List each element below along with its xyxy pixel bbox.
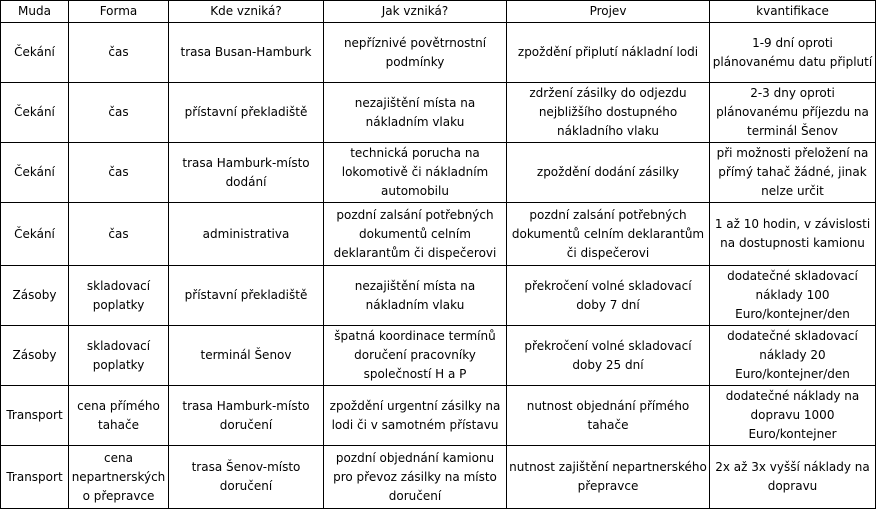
cell-forma: čas — [69, 203, 169, 266]
cell-kvantifikace: při možnosti přeložení na přímý tahač žádné, jinak nelze určit — [710, 143, 876, 203]
cell-projev: pozdní zalsání potřebných dokumentů celním deklarantům či dispečerovi — [507, 203, 710, 266]
table-row — [1, 83, 876, 143]
header-kvantifikace: kvantifikace — [710, 1, 876, 23]
cell-projev: zpoždění dodání zásilky — [507, 143, 710, 203]
cell-kde-vznika: přístavní překladiště — [169, 266, 324, 326]
cell-muda: Čekání — [1, 83, 69, 143]
cell-kde-vznika: trasa Šenov-místo doručení — [169, 446, 324, 509]
cell-jak-vznika: technická porucha na lokomotivě či nákladním automobilu — [324, 143, 507, 203]
cell-kvantifikace: 2x až 3x vyšší náklady na dopravu — [710, 446, 876, 509]
cell-forma: skladovací poplatky — [69, 266, 169, 326]
cell-projev: zpoždění připlutí nákladní lodi — [507, 23, 710, 83]
table-row — [1, 143, 876, 203]
cell-kde-vznika: trasa Busan-Hamburk — [169, 23, 324, 83]
table-row — [1, 203, 876, 266]
cell-jak-vznika: nepříznivé povětrnostní podmínky — [324, 23, 507, 83]
cell-forma: čas — [69, 23, 169, 83]
cell-jak-vznika: špatná koordinace termínů doručení pracovníky společností H a P — [324, 326, 507, 386]
cell-kvantifikace: 2-3 dny oproti plánovanému příjezdu na terminál Šenov — [710, 83, 876, 143]
header-forma: Forma — [69, 1, 169, 23]
cell-kde-vznika: administrativa — [169, 203, 324, 266]
cell-forma: cena nepartnerských o přepravce — [69, 446, 169, 509]
cell-muda: Čekání — [1, 143, 69, 203]
cell-kvantifikace: dodatečné skladovací náklady 20 Euro/kontejner/den — [710, 326, 876, 386]
cell-projev: nutnost objednání přímého tahače — [507, 386, 710, 446]
cell-kde-vznika: trasa Hamburk-místo dodání — [169, 143, 324, 203]
table-row — [1, 446, 876, 509]
header-row — [1, 1, 876, 23]
cell-projev: překročení volné skladovací doby 7 dní — [507, 266, 710, 326]
cell-projev: nutnost zajištění nepartnerského přepravce — [507, 446, 710, 509]
cell-jak-vznika: zpoždění urgentní zásilky na lodi či v samotném přístavu — [324, 386, 507, 446]
cell-forma: čas — [69, 83, 169, 143]
header-projev: Projev — [507, 1, 710, 23]
cell-jak-vznika: nezajištění místa na nákladním vlaku — [324, 266, 507, 326]
cell-kde-vznika: terminál Šenov — [169, 326, 324, 386]
cell-muda: Čekání — [1, 203, 69, 266]
table-row — [1, 386, 876, 446]
cell-projev: překročení volné skladovací doby 25 dní — [507, 326, 710, 386]
cell-kvantifikace: dodatečné náklady na dopravu 1000 Euro/kontejner — [710, 386, 876, 446]
table-row — [1, 23, 876, 83]
cell-kvantifikace: 1 až 10 hodin, v závislosti na dostupnosti kamionu — [710, 203, 876, 266]
cell-muda: Zásoby — [1, 266, 69, 326]
header-kde-vznika: Kde vzniká? — [169, 1, 324, 23]
cell-kvantifikace: dodatečné skladovací náklady 100 Euro/kontejner/den — [710, 266, 876, 326]
cell-muda: Čekání — [1, 23, 69, 83]
cell-forma: skladovací poplatky — [69, 326, 169, 386]
table-row — [1, 266, 876, 326]
cell-forma: cena přímého tahače — [69, 386, 169, 446]
cell-kde-vznika: trasa Hamburk-místo doručení — [169, 386, 324, 446]
cell-kde-vznika: přístavní překladiště — [169, 83, 324, 143]
cell-jak-vznika: pozdní objednání kamionu pro převoz zásilky na místo doručení — [324, 446, 507, 509]
cell-projev: zdržení zásilky do odjezdu nejbližšího dostupného nákladního vlaku — [507, 83, 710, 143]
table-row — [1, 326, 876, 386]
cell-muda: Transport — [1, 446, 69, 509]
cell-forma: čas — [69, 143, 169, 203]
cell-jak-vznika: pozdní zalsání potřebných dokumentů celním deklarantům či dispečerovi — [324, 203, 507, 266]
cell-muda: Transport — [1, 386, 69, 446]
cell-jak-vznika: nezajištění místa na nákladním vlaku — [324, 83, 507, 143]
header-muda: Muda — [1, 1, 69, 23]
header-jak-vznika: Jak vzniká? — [324, 1, 507, 23]
cell-kvantifikace: 1-9 dní oproti plánovanému datu připlutí — [710, 23, 876, 83]
cell-muda: Zásoby — [1, 326, 69, 386]
